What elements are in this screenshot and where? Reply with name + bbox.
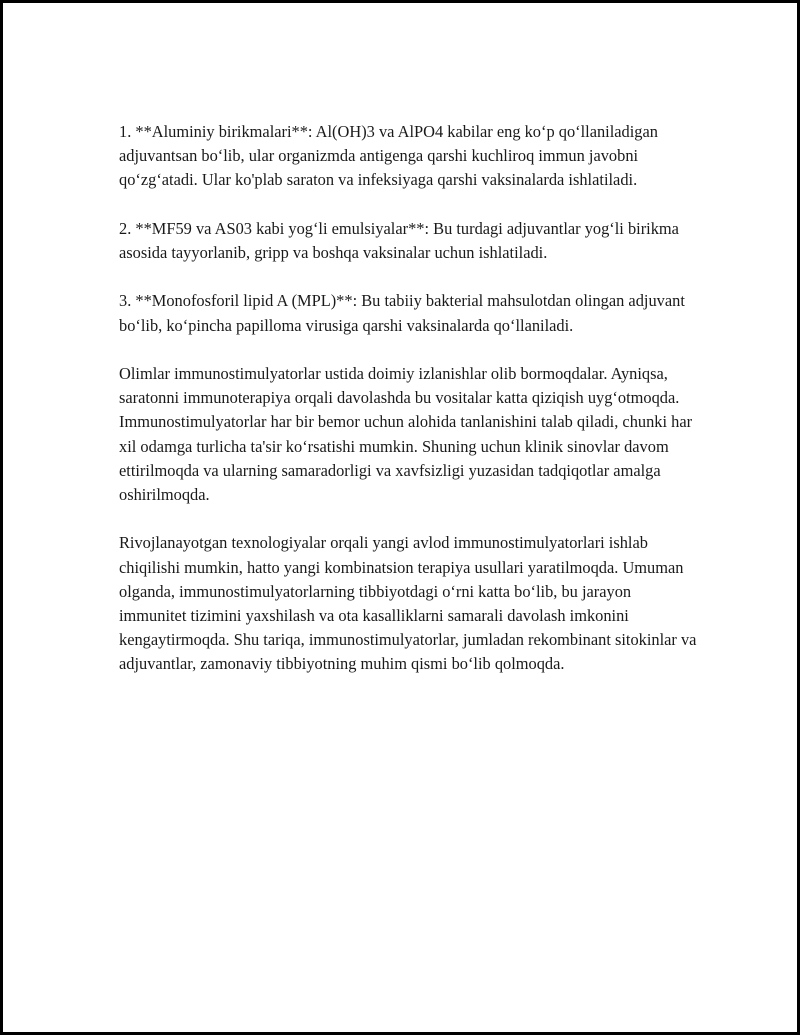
paragraph-aluminium-compounds: 1. **Aluminiy birikmalari**: Al(OH)3 va AlPO4 kabilar eng ko‘p qo‘llaniladigan adjuvantsan bo‘lib, ular organizmda antigenga qarshi kuchliroq immun javobni qo‘zg‘atadi. Ular ko'plab saraton va infeksiyaga qarshi vaksinalarda ishlatiladi.	[119, 122, 658, 190]
paragraph-oil-emulsions: 2. **MF59 va AS03 kabi yog‘li emulsiyalar**: Bu turdagi adjuvantlar yog‘li birikma asosida tayyorlanib, gripp va boshqa vaksinalar uchun ishlatiladi.	[119, 218, 679, 262]
paragraph-mpl: 3. **Monofosforil lipid A (MPL)**: Bu tabiiy bakterial mahsulotdan olingan adjuvant bo‘lib, ko‘pincha papilloma virusiga qarshi vaksinalarda qo‘llaniladi.	[119, 291, 685, 335]
paragraph-research: Olimlar immunostimulyatorlar ustida doimiy izlanishlar olib bormoqdalar. Ayniqsa, saratonni immunoterapiya orqali davolashda bu vositalar katta qiziqish uyg‘otmoqda. Immunostimulyatorlar har bir bemor uchun alohida tanlanishini talab qiladi, chunki har xil odamga turlicha ta'sir ko‘rsatishi mumkin. Shuning uchun klinik sinovlar davom ettirilmoqda va ularning samaradorligi va xavfsizligi yuzasidan tadqiqotlar amalga oshirilmoqda.	[119, 363, 693, 504]
paragraph-conclusion: Rivojlanayotgan texnologiyalar orqali yangi avlod immunostimulyatorlari ishlab chiqilishi mumkin, hatto yangi kombinatsion terapiya usullari yaratilmoqda. Umuman olganda, immunostimulyatorlarning tibbiyotdagi o‘rni katta bo‘lib, bu jarayon immunitet tizimini yaxshilash va ota kasalliklarni samarali davolash imkonini kengaytirmoqda. Shu tariqa, immunostimulyatorlar, jumladan rekombinant sitokinlar va adjuvantlar, zamonaviy tibbiyotning muhim qismi bo‘lib qolmoqda.	[119, 533, 697, 674]
document-body	[119, 120, 699, 701]
